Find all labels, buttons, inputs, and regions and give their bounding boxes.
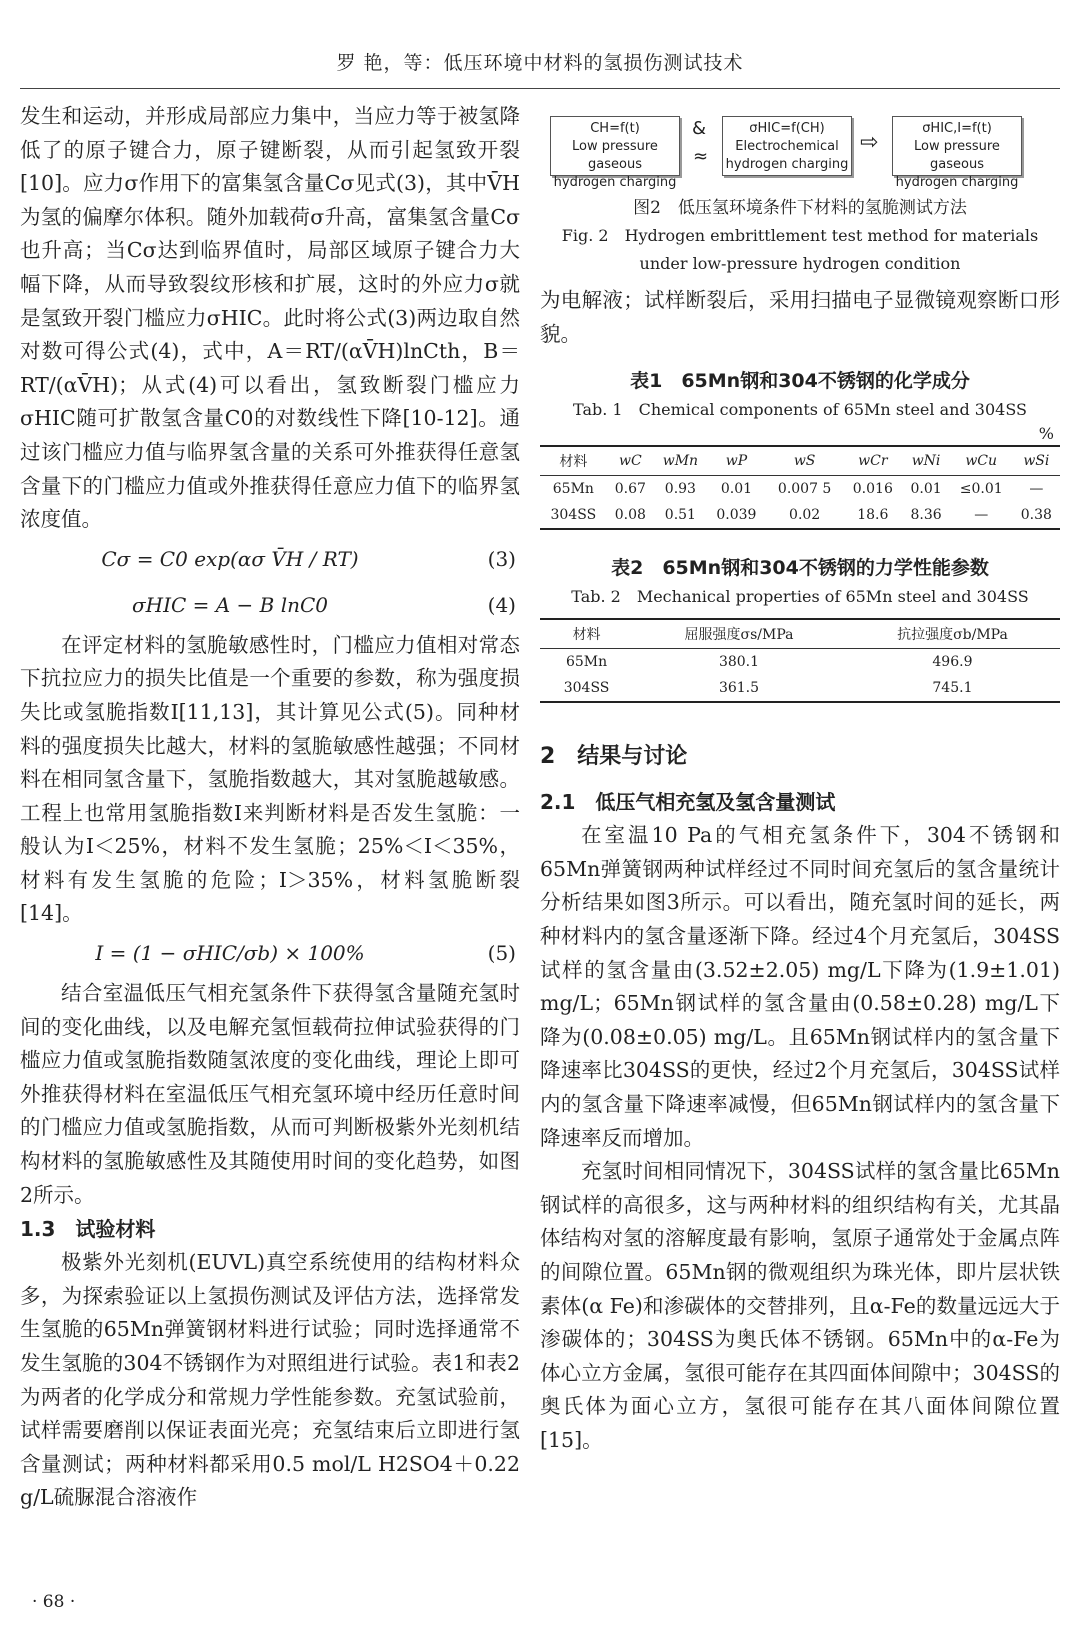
table-cell: 0.02 bbox=[766, 502, 843, 529]
table-row bbox=[540, 675, 1060, 702]
table-cell: 8.36 bbox=[902, 502, 949, 529]
figure-box-2-line3: hydrogen charging bbox=[725, 157, 849, 172]
table-1-header-cell: wCu bbox=[950, 446, 1013, 476]
figure-2-diagram bbox=[540, 110, 1060, 188]
left-paragraph-3: 结合室温低压气相充氢条件下获得氢含量随充氢时间的变化曲线，以及电解充氢恒载荷拉伸试验获得的门槛应力值或氢脆指数随氢浓度的变化曲线，理论上即可外推获得材料在室温低压气相充氢环境中经历任意时间的门槛应力值或氢脆指数，从而可判断极紫外光刻机结构材料的氢脆敏感性及其随使用时间的变化趋势，如图2所示。 bbox=[20, 981, 520, 1207]
table-2-header-cell: 抗拉强度σb/MPa bbox=[845, 619, 1060, 649]
table-1-header-cell: wSi bbox=[1013, 446, 1060, 476]
left-paragraph-1: 发生和运动，并形成局部应力集中，当应力等于被氢降低了的原子键合力，原子键断裂，从而引起氢致开裂[10]。应力σ作用下的富集氢含量Cσ见式(3)，其中V̄H为氢的偏摩尔体积。随外加载荷σ升高，富集氢含量Cσ也升高；当Cσ达到临界值时，局部区域原子键合力大幅下降，从而导致裂纹形核和扩展，这时的外应力σ就是氢致开裂门槛应力σHIC。此时将公式(3)两边取自然对数可得公式(4)，式中，A＝RT/(αV̄H)lnCth，B＝RT/(αV̄H)；从式(4)可以看出，氢致断裂门槛应力σHIC随可扩散氢含量C0的对数线性下降[10-12]。通过该门槛应力值与临界氢含量的关系可外推获得任意氢含量下的门槛应力值或外推获得任意应力值下的临界氢浓度值。 bbox=[20, 104, 520, 532]
table-cell: — bbox=[950, 502, 1013, 529]
table-cell: 496.9 bbox=[932, 654, 973, 671]
table-1-header-cell: wNi bbox=[902, 446, 949, 476]
equation-3 bbox=[20, 537, 520, 583]
section-2-1-heading: 2.1 低压气相充氢及氢含量测试 bbox=[540, 790, 836, 815]
table-cell: 0.08 bbox=[607, 502, 654, 529]
figure-box-3-line3: hydrogen charging bbox=[895, 175, 1019, 190]
table-2-header-cell: 屈服强度σs/MPa bbox=[633, 619, 845, 649]
left-column bbox=[20, 100, 520, 1515]
right-paragraph-2: 在室温10 Pa的气相充氢条件下，304不锈钢和65Mn弹簧钢两种试样经过不同时间充氢后的氢含量统计分析结果如图3所示。可以看出，随充氢时间的延长，两种材料内的氢含量逐渐下降。经过4个月充氢后，304SS试样的氢含量由(3.52±2.05) mg/L下降为(1.9±1.01) mg/L；65Mn钢试样的氢含量由(0.58±0.28) mg/L下降为(0.08±0.05) mg/L。且65Mn钢试样内的氢含量下降速率比304SS的更快，经过2个月充氢后，304SS试样内的氢含量下降速率减慢，但65Mn钢试样内的氢含量下降速率反而增加。 bbox=[540, 823, 1060, 1150]
table-cell: 0.01 bbox=[720, 481, 753, 498]
table-1-header-cell: 材料 bbox=[540, 446, 607, 476]
table-1-title-en: Tab. 1 Chemical components of 65Mn steel and 304SS bbox=[573, 400, 1027, 420]
table-row bbox=[540, 649, 1060, 676]
figure-box-2-formula: σHIC=f(CH) bbox=[749, 121, 825, 136]
table-cell: 0.38 bbox=[1013, 502, 1060, 529]
table-cell: ≤0.01 bbox=[959, 481, 1003, 498]
table-cell: 0.039 bbox=[707, 502, 766, 529]
table-1-unit: % bbox=[1038, 424, 1054, 444]
table-2 bbox=[540, 618, 1060, 703]
right-column bbox=[540, 100, 1060, 1457]
table-cell: 361.5 bbox=[633, 675, 845, 702]
equation-4-number: (4) bbox=[487, 592, 516, 617]
figure-2-caption-en-line2: under low-pressure hydrogen condition bbox=[639, 254, 961, 273]
table-1-header-cell: wCr bbox=[843, 446, 902, 476]
section-1-3-heading: 1.3 试验材料 bbox=[20, 1217, 156, 1242]
figure-ampersand: & bbox=[692, 118, 707, 139]
table-2-title-cn: 表2 65Mn钢和304不锈钢的力学性能参数 bbox=[611, 557, 989, 580]
figure-box-1-line3: hydrogen charging bbox=[553, 175, 677, 190]
equation-3-number: (3) bbox=[487, 546, 516, 571]
figure-box-1-formula: CH=f(t) bbox=[590, 121, 640, 136]
equation-5-number: (5) bbox=[487, 941, 516, 966]
table-row bbox=[540, 476, 1060, 503]
running-title: 罗 艳，等：低压环境中材料的氢损伤测试技术 bbox=[336, 52, 744, 74]
figure-box-1-line2: Low pressure gaseous bbox=[572, 139, 658, 172]
figure-box-2-line2: Electrochemical bbox=[735, 139, 839, 154]
figure-box-1 bbox=[550, 116, 680, 190]
table-cell: 0.93 bbox=[664, 481, 696, 498]
table-cell: 65Mn bbox=[552, 481, 594, 498]
figure-2-caption-en-line1: Fig. 2 Hydrogen embrittlement test method for materials bbox=[561, 226, 1039, 245]
table-cell: 0.01 bbox=[910, 481, 942, 498]
table-cell: 65Mn bbox=[565, 654, 608, 671]
table-cell: 0.67 bbox=[614, 481, 646, 498]
table-cell: 0.51 bbox=[654, 502, 707, 529]
table-1-header-row bbox=[540, 446, 1060, 476]
equation-5-formula: I = (1 − σHIC/σb) × 100% bbox=[95, 941, 365, 966]
table-cell: 0.007 5 bbox=[777, 481, 832, 498]
right-paragraph-1: 为电解液；试样断裂后，采用扫描电子显微镜观察断口形貌。 bbox=[540, 288, 1060, 346]
equation-5 bbox=[20, 931, 520, 977]
table-1-title-cn: 表1 65Mn钢和304不锈钢的化学成分 bbox=[630, 370, 970, 393]
left-paragraph-4: 极紫外光刻机(EUVL)真空系统使用的结构材料众多，为探索验证以上氢损伤测试及评估方法，选择常发生氢脆的65Mn弹簧钢材料进行试验；同时选择通常不发生氢脆的304不锈钢作为对照组进行试验。表1和表2为两者的化学成分和常规力学性能参数。充氢试验前，试样需要磨削以保证表面光亮；充氢结束后立即进行氢含量测试；两种材料都采用0.5 mol/L H2SO4＋0.22 g/L硫脲混合溶液作 bbox=[20, 1250, 520, 1510]
page-number: · 68 · bbox=[32, 1592, 76, 1612]
table-cell: — bbox=[1029, 481, 1044, 498]
table-cell: 304SS bbox=[540, 675, 633, 702]
table-1 bbox=[540, 445, 1060, 530]
figure-arrow-icon: ⇨ bbox=[860, 130, 879, 155]
table-1-header-cell: wP bbox=[707, 446, 766, 476]
header-rule bbox=[20, 88, 1060, 89]
equation-4-formula: σHIC = A − B lnC0 bbox=[131, 592, 329, 617]
figure-box-3-line2: Low pressure gaseous bbox=[914, 139, 1000, 172]
left-paragraph-2: 在评定材料的氢脆敏感性时，门槛应力值相对常态下抗拉应力的损失比值是一个重要的参数，称为强度损失比或氢脆指数I[11,13]，其计算见公式(5)。同种材料的强度损失比越大，材料的氢脆敏感性越强；不同材料在相同氢含量下，氢脆指数越大，其对氢脆越敏感。工程上也常用氢脆指数I来判断材料是否发生氢脆：一般认为I＜25%，材料不发生氢脆；25%＜I＜35%，材料有发生氢脆的危险；I＞35%，材料氢脆断裂[14]。 bbox=[20, 632, 520, 926]
figure-2-caption-cn: 图2 低压氢环境条件下材料的氢脆测试方法 bbox=[633, 198, 967, 218]
table-row bbox=[540, 502, 1060, 529]
figure-box-3-formula: σHIC,I=f(t) bbox=[922, 121, 992, 136]
table-cell: 18.6 bbox=[843, 502, 902, 529]
table-2-header-cell: 材料 bbox=[540, 619, 633, 649]
equation-3-formula: Cσ = C0 exp(ασ V̄H / RT) bbox=[101, 546, 359, 571]
table-2-title-en: Tab. 2 Mechanical properties of 65Mn steel and 304SS bbox=[571, 587, 1029, 607]
table-cell: 304SS bbox=[540, 502, 607, 529]
figure-approx-symbol: ≈ bbox=[693, 146, 709, 167]
table-1-header-cell: wMn bbox=[654, 446, 707, 476]
table-cell: 0.016 bbox=[852, 481, 893, 498]
table-2-header-row bbox=[540, 619, 1060, 649]
figure-box-2 bbox=[722, 116, 852, 176]
table-1-header-cell: wS bbox=[766, 446, 843, 476]
table-cell: 745.1 bbox=[845, 675, 1060, 702]
right-paragraph-3: 充氢时间相同情况下，304SS试样的氢含量比65Mn钢试样的高很多，这与两种材料的组织结构有关，尤其晶体结构对氢的溶解度最有影响，氢原子通常处于金属点阵的间隙位置。65Mn钢的微观组织为珠光体，即片层状铁素体(α Fe)和渗碳体的交替排列，且α-Fe的数量远远大于渗碳体的；304SS为奥氏体不锈钢。65Mn中的α-Fe为体心立方金属，氢很可能存在其四面体间隙中；304SS的奥氏体为面心立方，氢很可能存在其八面体间隙位置[15]。 bbox=[540, 1159, 1060, 1452]
table-cell: 380.1 bbox=[718, 654, 760, 671]
equation-4 bbox=[20, 583, 520, 629]
section-2-heading: 2 结果与讨论 bbox=[540, 744, 688, 770]
table-1-header-cell: wC bbox=[607, 446, 654, 476]
figure-box-3 bbox=[892, 116, 1022, 190]
